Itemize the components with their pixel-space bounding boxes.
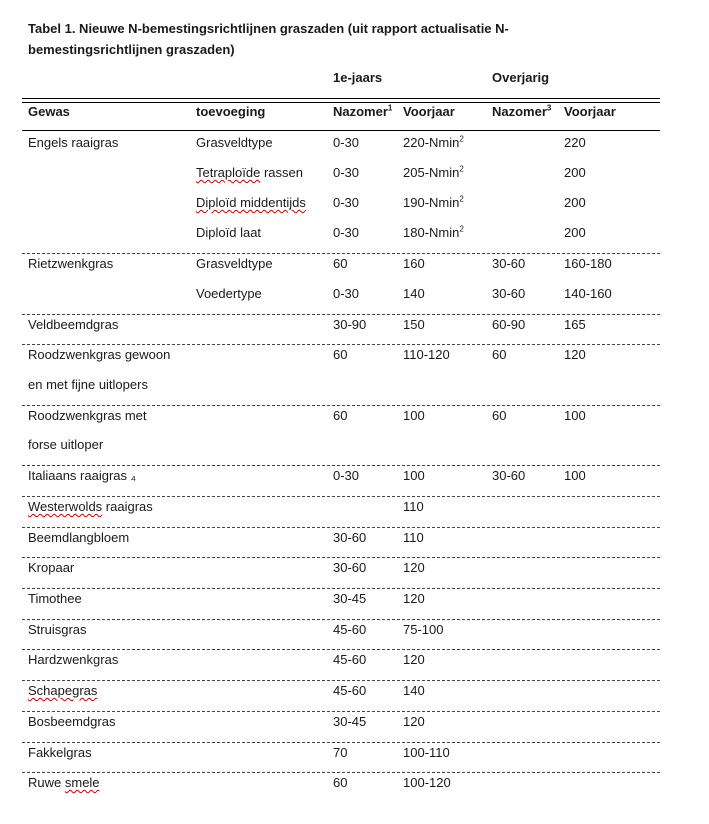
cell-nazomer-first-year: 30-45 <box>333 591 367 606</box>
cell-crop: Kropaar <box>28 560 75 575</box>
cell-voorjaar-older: 100 <box>564 468 586 483</box>
cell-nazomer-first-year: 30-90 <box>333 317 367 332</box>
cell-nazomer-first-year: 0-30 <box>333 286 360 301</box>
row-separator <box>22 649 660 650</box>
row-separator <box>22 711 660 712</box>
cell-crop: Veldbeemdgras <box>28 317 119 332</box>
col-header-nazomer-first-year: Nazomer$^1$ <box>333 103 393 119</box>
cell-crop: Westerwolds raaigras <box>28 499 153 514</box>
cell-crop: Rietzwenkgras <box>28 256 114 271</box>
group-header-older: Overjarig <box>492 70 550 85</box>
cell-nazomer-first-year: 45-60 <box>333 683 367 698</box>
cell-voorjaar-first-year: 220-Nmin$^2$ <box>403 134 464 150</box>
row-separator <box>22 742 660 743</box>
cell-nazomer-older: 30-60 <box>492 256 526 271</box>
cell-nazomer-first-year: 60 <box>333 256 348 271</box>
col-header-crop: Gewas <box>28 104 70 119</box>
cell-nazomer-older: 30-60 <box>492 468 526 483</box>
cell-voorjaar-first-year: 120 <box>403 560 425 575</box>
cell-voorjaar-first-year: 190-Nmin$^2$ <box>403 194 464 210</box>
cell-nazomer-first-year: 60 <box>333 775 348 790</box>
cell-nazomer-first-year: 30-60 <box>333 530 367 545</box>
cell-voorjaar-older: 165 <box>564 317 586 332</box>
row-separator <box>22 772 660 773</box>
cell-nazomer-first-year: 60 <box>333 347 348 362</box>
header-bottom-rule <box>22 130 660 131</box>
table-title: Tabel 1. Nieuwe N-bemestingsrichtlijnen graszaden (uit rapport actualisatie N-bemestingsrichtlijnen graszaden) <box>28 21 509 57</box>
group-header-first-year: 1e-jaars <box>333 70 383 85</box>
cell-crop: Beemdlangbloem <box>28 530 130 545</box>
cell-voorjaar-first-year: 120 <box>403 591 425 606</box>
cell-crop: Hardzwenkgras <box>28 652 119 667</box>
cell-nazomer-first-year: 0-30 <box>333 468 360 483</box>
cell-voorjaar-first-year: 180-Nmin$^2$ <box>403 224 464 240</box>
row-separator <box>22 496 660 497</box>
cell-crop: Roodzwenkgras met <box>28 408 147 423</box>
col-header-voorjaar-older: Voorjaar <box>564 104 616 119</box>
row-separator <box>22 619 660 620</box>
row-separator <box>22 465 660 466</box>
cell-nazomer-first-year: 45-60 <box>333 622 367 637</box>
cell-voorjaar-first-year: 110-120 <box>403 347 450 362</box>
cell-nazomer-first-year: 0-30 <box>333 225 360 240</box>
cell-crop: Ruwe smele <box>28 775 100 790</box>
cell-nazomer-older: 60-90 <box>492 317 526 332</box>
row-separator <box>22 344 660 345</box>
row-separator <box>22 405 660 406</box>
cell-crop: Struisgras <box>28 622 87 637</box>
cell-voorjaar-older: 200 <box>564 225 586 240</box>
cell-voorjaar-older: 140-160 <box>564 286 612 301</box>
cell-voorjaar-first-year: 110 <box>403 499 424 514</box>
cell-addition: Grasveldtype <box>196 256 273 271</box>
row-separator <box>22 527 660 528</box>
cell-voorjaar-older: 220 <box>564 135 586 150</box>
cell-crop: Roodzwenkgras gewoon <box>28 347 171 362</box>
row-separator <box>22 588 660 589</box>
cell-crop: Italiaans raaigras ₄ <box>28 468 136 483</box>
cell-nazomer-first-year: 0-30 <box>333 195 360 210</box>
cell-voorjaar-older: 160-180 <box>564 256 612 271</box>
row-separator <box>22 314 660 315</box>
cell-nazomer-older: 60 <box>492 408 507 423</box>
cell-voorjaar-older: 100 <box>564 408 586 423</box>
cell-voorjaar-first-year: 110 <box>403 530 424 545</box>
cell-crop: Engels raaigras <box>28 135 119 150</box>
cell-crop: en met fijne uitlopers <box>28 377 148 392</box>
cell-voorjaar-first-year: 150 <box>403 317 425 332</box>
column-header-row <box>0 103 709 130</box>
cell-nazomer-first-year: 45-60 <box>333 652 367 667</box>
cell-voorjaar-first-year: 205-Nmin$^2$ <box>403 164 464 180</box>
cell-nazomer-older: 60 <box>492 347 507 362</box>
cell-voorjaar-first-year: 100-120 <box>403 775 451 790</box>
cell-voorjaar-first-year: 140 <box>403 683 425 698</box>
col-header-nazomer-older: Nazomer$^3$ <box>492 103 552 119</box>
cell-nazomer-first-year: 30-45 <box>333 714 367 729</box>
cell-crop: forse uitloper <box>28 437 104 452</box>
cell-nazomer-first-year: 70 <box>333 745 348 760</box>
cell-voorjaar-older: 200 <box>564 165 586 180</box>
cell-addition: Diploïd laat <box>196 225 262 240</box>
cell-addition: Diploïd middentijds <box>196 195 306 210</box>
cell-voorjaar-first-year: 100-110 <box>403 745 450 760</box>
col-header-addition: toevoeging <box>196 104 266 119</box>
cell-crop: Timothee <box>28 591 82 606</box>
cell-nazomer-first-year: 0-30 <box>333 165 360 180</box>
col-header-voorjaar-first-year: Voorjaar <box>403 104 455 119</box>
cell-addition: Tetraploïde rassen <box>196 165 303 180</box>
cell-voorjaar-first-year: 120 <box>403 714 425 729</box>
cell-crop: Fakkelgras <box>28 745 92 760</box>
cell-crop: Schapegras <box>28 683 98 698</box>
cell-voorjaar-older: 200 <box>564 195 586 210</box>
cell-voorjaar-first-year: 100 <box>403 408 425 423</box>
cell-nazomer-first-year: 60 <box>333 408 348 423</box>
cell-crop: Bosbeemdgras <box>28 714 116 729</box>
cell-addition: Voedertype <box>196 286 262 301</box>
cell-voorjaar-first-year: 140 <box>403 286 425 301</box>
row-separator <box>22 253 660 254</box>
cell-voorjaar-first-year: 160 <box>403 256 425 271</box>
row-separator <box>22 557 660 558</box>
cell-voorjaar-older: 120 <box>564 347 586 362</box>
cell-voorjaar-first-year: 120 <box>403 652 425 667</box>
cell-nazomer-first-year: 0-30 <box>333 135 360 150</box>
cell-nazomer-older: 30-60 <box>492 286 526 301</box>
cell-addition: Grasveldtype <box>196 135 273 150</box>
cell-nazomer-first-year: 30-60 <box>333 560 367 575</box>
cell-voorjaar-first-year: 75-100 <box>403 622 444 637</box>
row-separator <box>22 680 660 681</box>
cell-voorjaar-first-year: 100 <box>403 468 425 483</box>
